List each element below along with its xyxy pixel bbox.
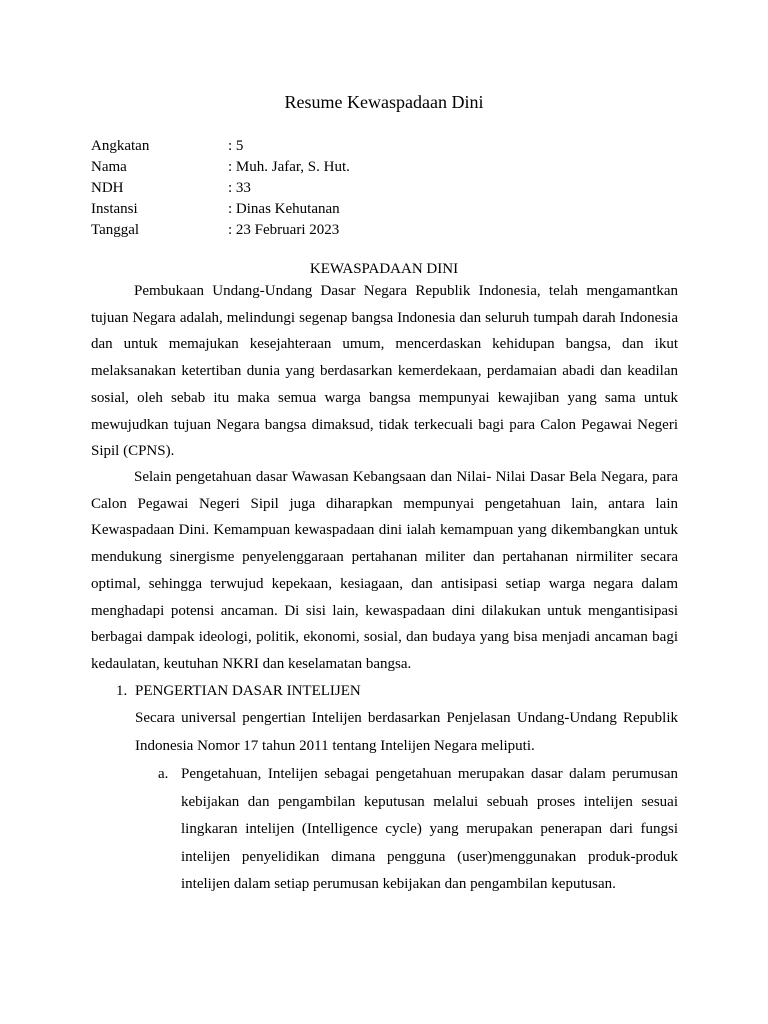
info-label: NDH [91,180,124,196]
info-row-instansi [91,199,350,220]
info-row-tanggal [91,220,350,241]
info-row-nama [91,157,350,178]
list-item-text: Secara universal pengertian Intelijen berdasarkan Penjelasan Undang-Undang Republik Indonesia Nomor 17 tahun 2011 tentang Intelijen Negara meliputi. [135,710,678,754]
document-title: Resume Kewaspadaan Dini [284,92,484,112]
sub-list-item [158,761,678,899]
info-block [91,136,350,241]
info-value: : Dinas Kehutanan [228,201,340,217]
sub-list-text: Pengetahuan, Intelijen sebagai pengetahuan merupakan dasar dalam perumusan kebijakan dan pengambilan keputusan melalui sebuah proses intelijen sesuai lingkaran intelijen (Intelligence cycle) yang merupakan penerapan dari fungsi intelijen penyelidikan dimana pengguna (user)menggunakan produk-produk intelijen dalam setiap perumusan kebijakan dan pengambilan keputusan. [181,766,678,892]
info-label: Tanggal [91,222,140,238]
list-number: 1. [116,683,128,699]
info-label: Nama [91,159,127,175]
info-value: : Muh. Jafar, S. Hut. [228,159,350,175]
paragraph-kewaspadaan: Selain pengetahuan dasar Wawasan Kebangsaan dan Nilai- Nilai Dasar Bela Negara, para Calon Pegawai Negeri Sipil juga diharapkan mempunyai pengetahuan lain, antara lain Kewaspadaan Dini. Kemampuan kewaspadaan dini ialah kemampuan yang dikembangkan untuk mendukung sinergisme penyelenggaraan pertahanan militer dan pertahanan nirmiliter secara optimal, sehingga terwujud kepekaan, kesiagaan, dan antisipasi setiap warga negara dalam menghadapi potensi ancaman. Di sisi lain, kewaspadaan dini dilakukan untuk mengantisipasi berbagai dampak ideologi, politik, ekonomi, sosial, dan budaya yang bisa menjadi ancaman bagi kedaulatan, keutuhan NKRI dan keselamatan bangsa. [91,469,678,672]
info-value: : 33 [228,180,251,196]
sub-list-marker: a. [158,766,169,782]
section-heading: KEWASPADAAN DINI [309,261,459,277]
info-row-ndh [91,178,350,199]
info-value: : 23 Februari 2023 [228,222,340,238]
info-label: Angkatan [91,138,150,154]
list-heading-text: PENGERTIAN DASAR INTELIJEN [135,683,361,699]
info-row-angkatan [91,136,350,157]
paragraph-intro: Pembukaan Undang-Undang Dasar Negara Republik Indonesia, telah mengamantkan tujuan Negara adalah, melindungi segenap bangsa Indonesia dan seluruh tumpah darah Indonesia dan untuk memajukan kesejahteraan umum, mencerdaskan kehidupan bangsa, dan ikut melaksanakan ketertiban dunia yang berdasarkan kemerdekaan, perdamaian abadi dan keadilan sosial, oleh sebab itu maka semua warga bangsa mempunyai kewajiban yang sama untuk mewujudkan tujuan Negara bangsa dimaksud, tidak terkecuali bagi para Calon Pegawai Negeri Sipil (CPNS). [91,283,678,460]
list-item-heading [116,680,361,702]
info-label: Instansi [91,201,138,217]
info-value: : 5 [228,138,244,154]
